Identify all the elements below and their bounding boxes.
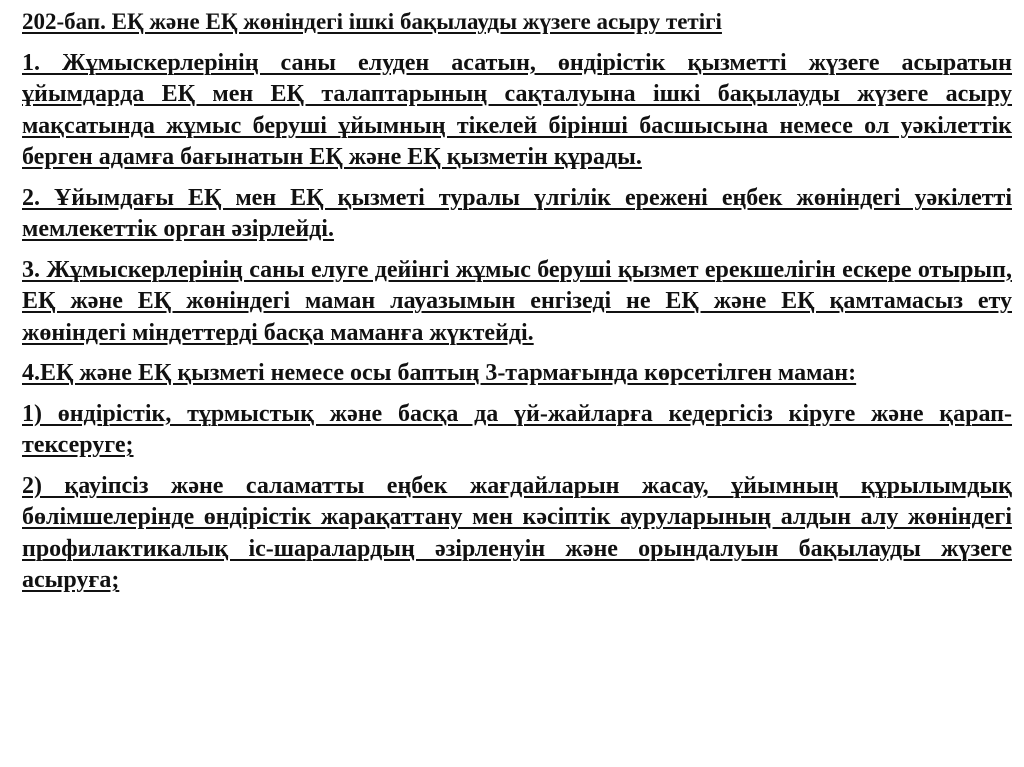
paragraph-2: 2. Ұйымдағы ЕҚ мен ЕҚ қызметі туралы үлгілік ережені еңбек жөніндегі уәкілетті мемлекеттік орган әзірлейді. (22, 184, 1012, 242)
paragraph-3: 3. Жұмыскерлерінің саны елуге дейінгі жұмыс беруші қызмет ерекшелігін ескере отырып, ЕҚ және ЕҚ жөніндегі маман лауазымын енгізеді не ЕҚ және ЕҚ қамтамасыз ету жөніндегі міндеттерді басқа маманға жүктейді. (22, 256, 1012, 346)
paragraph-1: 1. Жұмыскерлерінің саны елуден асатын, өндірістік қызметті жүзеге асыратын ұйымдарда ЕҚ мен ЕҚ талаптарының сақталуына ішкі бақылауды жүзеге асыру мақсатында жұмыс беруші ұйымның тікелей бірінші басшысына немесе ол уәкілеттік берген адамға бағынатын ЕҚ және ЕҚ қызметін құрады. (22, 49, 1012, 170)
article-title: 202-бап. ЕҚ және ЕҚ жөніндегі ішкі бақылауды жүзеге асыру тетігі (22, 9, 722, 34)
paragraph-4: 4.ЕҚ және ЕҚ қызметі немесе осы баптың 3-тармағында көрсетілген маман: (22, 360, 857, 386)
list-item-1: 1) өндірістік, тұрмыстық және басқа да үй-жайларға кедергісіз кіруге және қарап-тексеруге; (22, 400, 1012, 458)
list-item-2: 2) қауіпсіз және саламатты еңбек жағдайларын жасау, ұйымның құрылымдық бөлімшелерінде өндірістік жарақаттану мен кәсіптік ауруларының алдын алу жөніндегі профилактикалық іс-шаралардың әзірленуін және орындалуын бақылауды жүзеге асыруға; (22, 472, 1012, 593)
document-body (22, 6, 1012, 597)
